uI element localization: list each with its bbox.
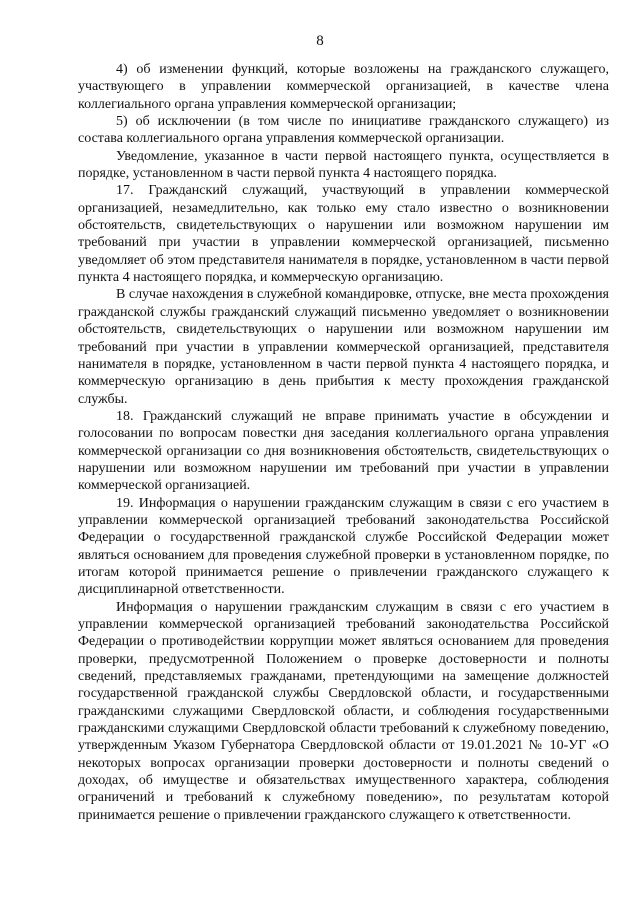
paragraph-notification: Уведомление, указанное в части первой настоящего пункта, осуществляется в порядке, установленном в части первой пункта 4 настоящего порядка. — [78, 148, 609, 182]
paragraph-item-5: 5) об исключении (в том числе по инициативе гражданского служащего) из состава коллегиального органа управления коммерческой организации. — [78, 114, 609, 147]
paragraph-anticorruption: Информация о нарушении гражданским служащим в связи с его участием в управлении коммерческой организацией требований законодательства Российской Федерации о противодействии коррупции может являться основанием для проведения проверки, предусмотренной Положением о проверке достоверности и полноты сведений, представляемых гражданами, претендующими на замещение должностей государственной гражданской службы Свердловской области, и государственными гражданскими служащими Свердловской области, и соблюдения государственными гражданскими служащими Свердловской области требований к служебному поведению, утвержденным Указом Губернатора Свердловской области от 19.01.2021 № 10-УГ «О некоторых вопросах организации проверки достоверности и полноты сведений о доходах, об имуществе и обязательствах имущественного характера, соблюдения ограничений и требований к служебному поведению», по результатам которой принимается решение о привлечении гражданского служащего к ответственности. — [78, 599, 609, 823]
paragraph-item-4: 4) об изменении функций, которые возложены на гражданского служащего, участвующего в управлении коммерческой организацией, в качестве члена коллегиального органа управления коммерческой организации; — [78, 62, 609, 112]
document-body — [78, 61, 609, 824]
paragraph-point-18: 18. Гражданский служащий не вправе принимать участие в обсуждении и голосовании по вопросам повестки дня заседания коллегиального органа управления коммерческой организации со дня возникновения обстоятельств, свидетельствующих о нарушении или возможном нарушении им требований при участии в управлении коммерческой организацией. — [78, 408, 609, 494]
paragraph-point-17: 17. Гражданский служащий, участвующий в управлении коммерческой организацией, незамедлительно, как только ему стало известно о возникновении обстоятельств, свидетельствующих о нарушении или возможном нарушении им требований при участии в управлении коммерческой организацией, письменно уведомляет об этом представителя нанимателя в порядке, установленном в части первой пункта 4 настоящего порядка, и коммерческую организацию. — [78, 183, 609, 286]
page-number: 8 — [316, 33, 324, 49]
paragraph-business-trip: В случае нахождения в служебной командировке, отпуске, вне места прохождения гражданской службы гражданский служащий письменно уведомляет о возникновении обстоятельств, свидетельствующих о нарушении или возможном нарушении им требований при участии в управлении коммерческой организацией, представителя нанимателя в порядке, установленном в части первой пункта 4 настоящего порядка, и коммерческую организацию в день прибытия к месту прохождения гражданской службы. — [78, 287, 609, 407]
paragraph-point-19: 19. Информация о нарушении гражданским служащим в связи с его участием в управлении коммерческой организацией требований законодательства Российской Федерации о государственной гражданской службе Российской Федерации может являться основанием для проведения служебной проверки в установленном порядке, по итогам которой принимается решение о привлечении гражданского служащего к дисциплинарной ответственности. — [78, 495, 609, 598]
